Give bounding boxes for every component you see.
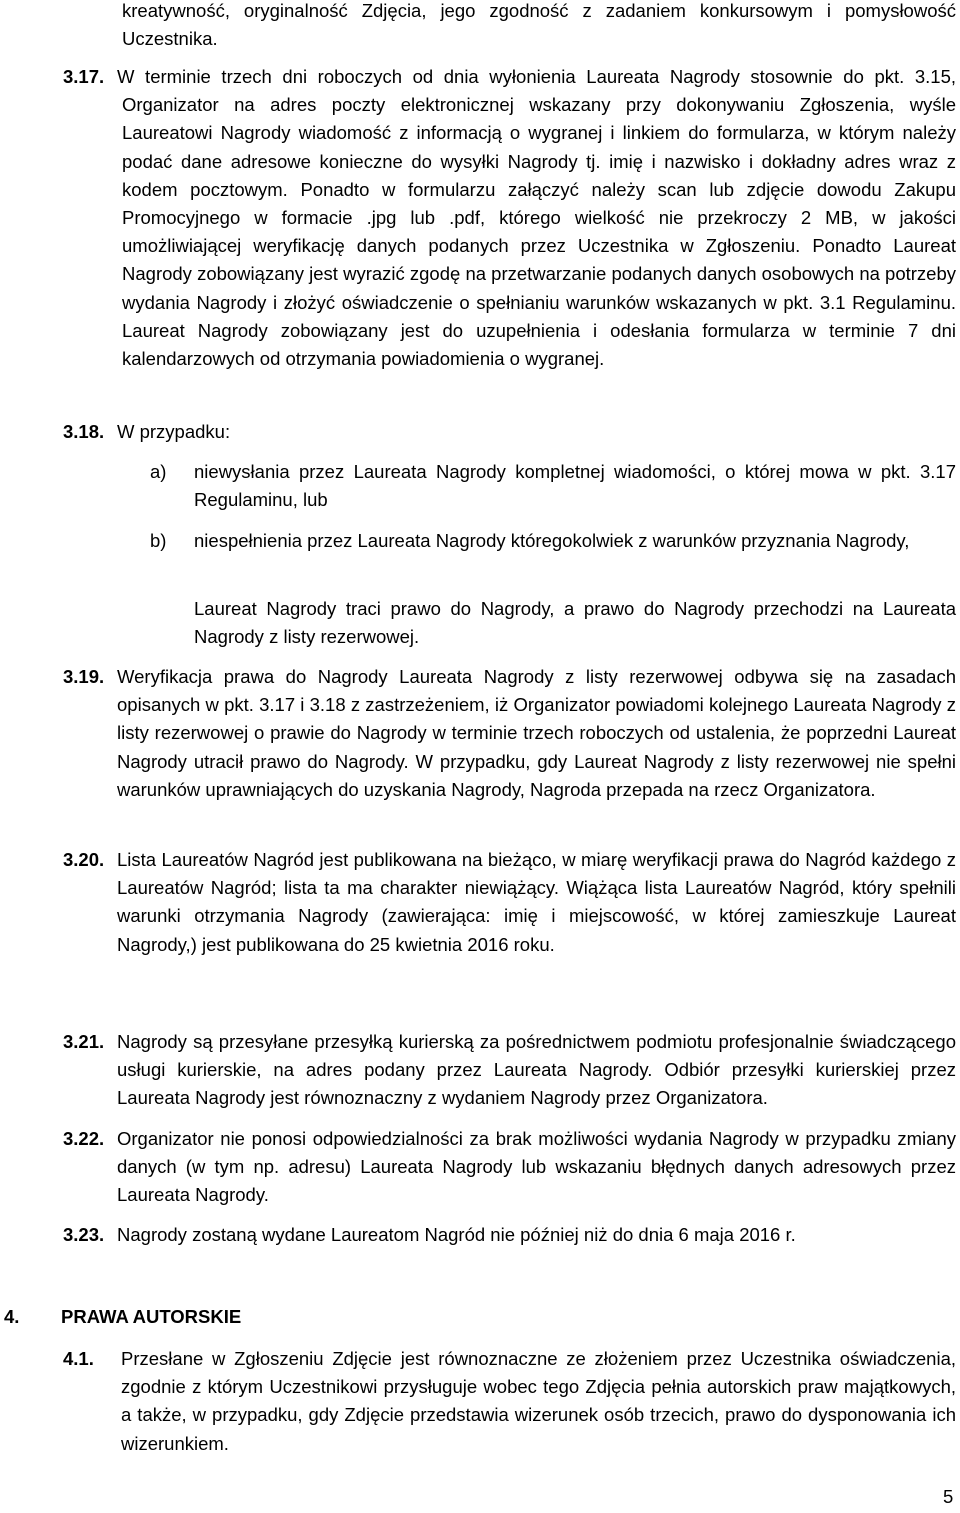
clause-number-3-19: 3.19. <box>63 666 105 687</box>
page-number: 5 <box>943 1486 954 1507</box>
paragraph-continuation: kreatywność, oryginalność Zdjęcia, jego zgodność z zadaniem konkursowym i pomysłowość Uczestnika. <box>122 0 956 50</box>
clause-number-4-1: 4.1. <box>63 1348 94 1369</box>
clause-3-19-text: Weryfikacja prawa do Nagrody Laureata Nagrody z listy rezerwowej odbywa się na zasadach opisanych w pkt. 3.17 i 3.18 z zastrzeżeniem, iż Organizator powiadomi kolejnego Laureata Nagrody z listy rezerwowej o prawie do Nagrody w terminie trzech roboczych od ustalenia, że poprzedni Laureat Nagrody utracił prawo do Nagrody. W przypadku, gdy Laureat Nagrody z listy rezerwowej nie spełni warunków uprawniających do uzyskania Nagrody, Nagroda przepada na rzecz Organizatora. <box>117 666 956 800</box>
clause-3-20-text: Lista Laureatów Nagród jest publikowana na bieżąco, w miarę weryfikacji prawa do Nagród każdego z Laureatów Nagród; lista ta ma charakter niewiążący. Wiążąca lista Laureatów Nagród, który spełnili warunki otrzymania Nagrody (zawierająca: imię i miejscowość, w której zamieszkuje Laureat Nagrody,) jest publikowana do 25 kwietnia 2016 roku. <box>117 849 956 955</box>
clause-number-3-17: 3.17. <box>63 66 105 87</box>
clause-3-18-item-b: niespełnienia przez Laureata Nagrody któregokolwiek z warunków przyznania Nagrody, <box>194 530 910 551</box>
list-letter-a: a) <box>150 461 167 482</box>
clause-number-3-20: 3.20. <box>63 849 105 870</box>
clause-number-3-22: 3.22. <box>63 1128 105 1149</box>
section-number-4: 4. <box>4 1306 20 1327</box>
clause-3-18-intro: W przypadku: <box>117 421 231 442</box>
clause-number-3-23: 3.23. <box>63 1224 105 1245</box>
clause-3-18-consequence: Laureat Nagrody traci prawo do Nagrody, a prawo do Nagrody przechodzi na Laureata Nagrody z listy rezerwowej. <box>194 598 956 648</box>
clause-number-3-21: 3.21. <box>63 1031 105 1052</box>
section-title: PRAWA AUTORSKIE <box>61 1306 242 1327</box>
clause-3-21-text: Nagrody są przesyłane przesyłką kurierską za pośrednictwem podmiotu profesjonalnie świadczącego usługi kurierskie, na adres podany przez Laureata Nagrody. Odbiór przesyłki kurierskiej przez Laureata Nagrody jest równoznaczny z wydaniem Nagrody przez Organizatora. <box>117 1031 956 1109</box>
list-letter-b: b) <box>150 530 167 551</box>
clause-4-1-text: Przesłane w Zgłoszeniu Zdjęcie jest równoznaczne ze złożeniem przez Uczestnika oświadczenia, zgodnie z którym Uczestnikowi przysługuje wobec tego Zdjęcia pełnia autorskich praw majątkowych, a także, w przypadku, gdy Zdjęcie przedstawia wizerunek osób trzecich, prawo do dysponowania ich wizerunkiem. <box>121 1348 956 1454</box>
clause-3-22-text: Organizator nie ponosi odpowiedzialności za brak możliwości wydania Nagrody w przypadku zmiany danych (w tym np. adresu) Laureata Nagrody lub wskazaniu błędnych danych adresowych przez Laureata Nagrody. <box>117 1128 956 1206</box>
clause-number-3-18: 3.18. <box>63 421 105 442</box>
clause-3-17-text: W terminie trzech dni roboczych od dnia wyłonienia Laureata Nagrody stosownie do pkt. 3.15, Organizator na adres poczty elektronicznej wskazany przy dokonywaniu Zgłoszenia, wyśle Laureatowi Nagrody wiadomość z informacją o wygranej i linkiem do formularza, w którym należy podać dane adresowe konieczne do wysyłki Nagrody tj. imię i nazwisko i dokładny adres wraz z kodem pocztowym. Ponadto w formularzu załączyć należy scan lub zdjęcie dowodu Zakupu Promocyjnego w formacie .jpg lub .pdf, którego wielkość nie przekroczy 2 MB, w jakości umożliwiającej weryfikację danych podanych przez Uczestnika w Zgłoszeniu. Ponadto Laureat Nagrody zobowiązany jest wyrazić zgodę na przetwarzanie podanych danych osobowych na potrzeby wydania Nagrody i złożyć oświadczenie o spełnianiu warunków wskazanych w pkt. 3.1 Regulaminu. Laureat Nagrody zobowiązany jest do uzupełnienia i odesłania formularza w terminie 7 dni kalendarzowych od otrzymania powiadomienia o wygranej. <box>117 66 956 370</box>
clause-3-18-item-a: niewysłania przez Laureata Nagrody kompletnej wiadomości, o której mowa w pkt. 3.17 Regulaminu, lub <box>194 461 956 511</box>
clause-3-23-text: Nagrody zostaną wydane Laureatom Nagród nie później niż do dnia 6 maja 2016 r. <box>117 1224 796 1245</box>
